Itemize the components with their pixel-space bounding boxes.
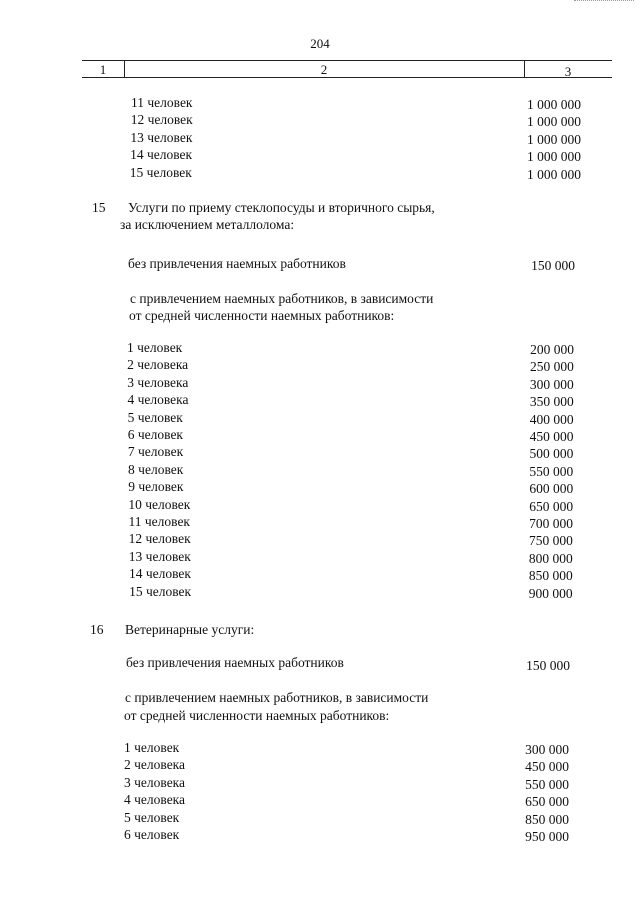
row-value: 600 000 [529,481,574,497]
row-label: 12 человек [130,112,193,128]
row-value: 350 000 [529,394,574,410]
row-value: 250 000 [530,359,574,375]
column-header-2: 2 [320,62,328,77]
row-value: 650 000 [529,498,574,514]
row-value: 850 000 [525,811,569,827]
row-value: 500 000 [529,446,574,462]
row-value: 450 000 [529,429,574,444]
row-label: 7 человек [127,444,184,460]
row-value: 1 000 000 [527,114,581,130]
item-16-title: Ветеринарные услуги: [125,622,255,637]
row-value: 800 000 [528,550,573,566]
row-value: 1 000 000 [527,97,581,112]
row-value: 650 000 [525,794,569,810]
row-label: 1 человек [124,740,180,755]
row-value: 300 000 [529,376,574,392]
row-value: 550 000 [525,776,569,792]
row-value: 550 000 [529,463,574,479]
item-15-with-workers-line1: с привлечением наемных работников, в зависимости [130,291,434,306]
row-value: 200 000 [530,342,574,357]
row-label: 2 человека [127,357,189,373]
row-value: 1 000 000 [527,166,581,182]
row-label: 12 человек [128,531,191,547]
row-label: 11 человек [131,95,193,110]
scan-edge-mark [574,0,634,3]
column-header-1: 1 [99,62,107,77]
row-value: 300 000 [525,742,569,757]
column-header-row [82,60,612,78]
page-number: 204 [310,36,330,51]
row-label: 6 человек [124,827,180,842]
row-label: 14 человек [130,147,193,163]
row-label: 13 человек [128,548,191,564]
row-label: 2 человека [124,757,186,773]
item-16-without-workers-label: без привлечения наемных работников [126,655,344,670]
row-label: 15 человек [129,583,192,599]
row-value: 900 000 [528,585,573,601]
item-16-with-workers-line2: от средней численности наемных работников: [124,708,390,723]
row-label: 14 человек [128,566,191,582]
row-label: 4 человека [124,792,186,808]
item-16-with-workers-line1: с привлечением наемных работников, в зависимости [125,690,429,705]
column-header-3: 3 [564,64,572,79]
item-15-with-workers-line2: от средней численности наемных работников: [129,308,395,323]
row-label: 10 человек [128,496,191,512]
item-15-without-workers-label: без привлечения наемных работников [128,256,346,271]
row-label: 15 человек [129,164,192,180]
row-label: 3 человека [127,374,189,390]
row-label: 8 человек [128,461,184,477]
row-value: 1 000 000 [527,149,581,165]
row-label: 11 человек [128,514,190,529]
item-15-without-workers-value: 150 000 [531,258,575,273]
row-label: 5 человек [127,409,183,425]
row-value: 1 000 000 [527,131,581,147]
item-number-15: 15 [92,200,106,215]
row-label: 4 человека [127,392,189,408]
row-value: 700 000 [529,516,573,531]
row-value: 400 000 [529,411,574,427]
row-value: 950 000 [525,829,569,844]
row-label: 13 человек [130,129,193,145]
row-value: 750 000 [529,533,573,549]
row-label: 5 человек [124,809,180,825]
row-label: 6 человек [127,427,183,442]
item-15-title-line1: Услуги по приему стеклопосуды и вторичного сырья, [128,200,435,215]
row-label: 1 человек [127,340,183,355]
item-16-without-workers-value: 150 000 [526,658,570,673]
item-number-16: 16 [90,622,104,637]
item-15-title-line2: за исключением металлолома: [120,217,295,232]
row-value: 850 000 [528,568,573,584]
row-label: 3 человека [124,774,186,790]
row-label: 9 человек [128,479,184,495]
row-value: 450 000 [525,759,569,775]
